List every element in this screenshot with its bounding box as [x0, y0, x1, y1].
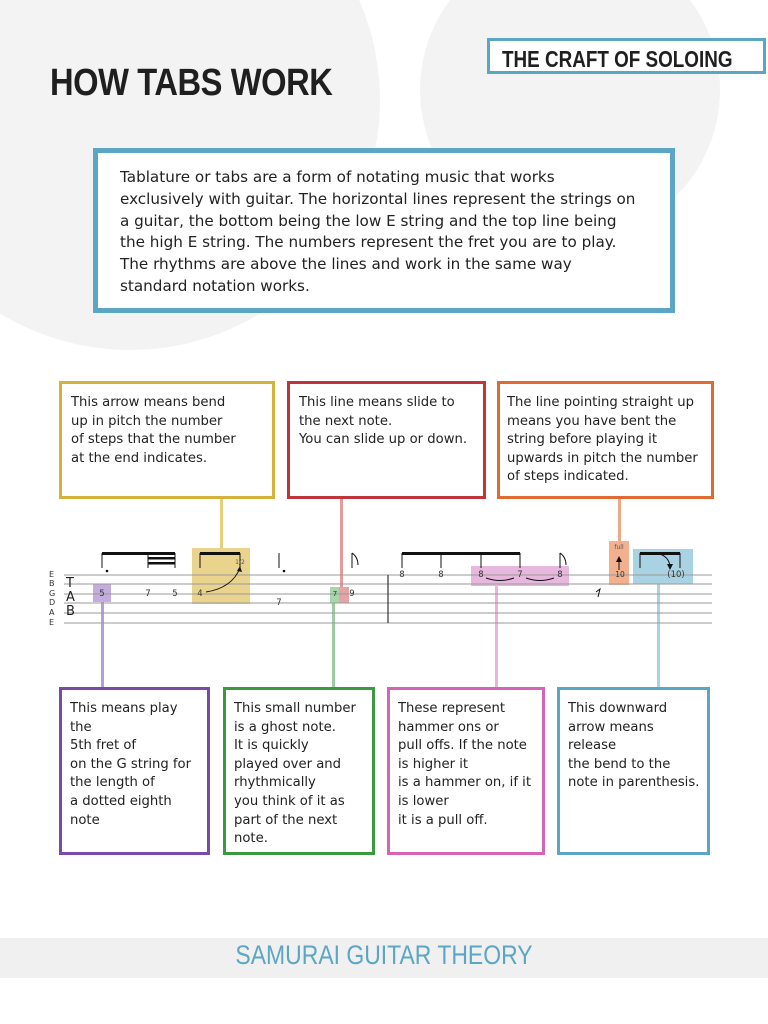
fret-number: 4 — [197, 589, 203, 599]
slide-note-text: This line means slide to the next note. You can slide up or down. — [299, 395, 468, 448]
fret-note-box — [59, 687, 210, 855]
bend-note-text: This arrow means bend up in pitch the number of steps that the number at the end indicates. — [71, 395, 236, 466]
ghost-note-number: 7 — [332, 590, 338, 598]
prebend-note-text: The line pointing straight up means you have bent the string before playing it upwards in pitch the number of steps indicated. — [507, 395, 698, 485]
series-title: THE CRAFT OF SOLOING — [502, 46, 733, 72]
fret-number: 5 — [99, 589, 105, 599]
intro-text: Tablature or tabs are a form of notating music that works exclusively with guitar. The horizontal lines represent the strings on a guitar, the bottom being the low E string and the top line being the high E string. The numbers represent the fret you are to play. The rhythms are above the lines and work in the same way standard notation works. — [120, 168, 636, 295]
fret-number: 5 — [172, 589, 178, 599]
footer-brand: SAMURAI GUITAR THEORY — [235, 940, 533, 970]
ghost-note-box — [223, 687, 375, 855]
string-label: E — [49, 618, 55, 627]
string-label: D — [49, 598, 56, 607]
pulloff-arc — [526, 578, 554, 581]
fret-number: 8 — [438, 570, 444, 580]
fret-number: 7 — [517, 570, 523, 580]
fret-number: 7 — [145, 589, 151, 599]
fret-number: 8 — [478, 570, 484, 580]
string-label: A — [49, 608, 55, 617]
prebend-amount: full — [614, 544, 624, 551]
tab-letter-t: T — [66, 576, 74, 591]
fret-number: (10) — [667, 570, 685, 580]
string-label: G — [49, 589, 56, 598]
hammer-note-box — [387, 687, 545, 855]
release-note-text: This downward arrow means release the bend to the note in parenthesis. — [568, 701, 700, 791]
fret-number: 8 — [557, 570, 563, 580]
tab-letter-a: A — [66, 590, 75, 605]
ghost-note-text: This small number is a ghost note. It is quickly played over and rhythmically you think of it as part of the next note. — [234, 701, 356, 847]
fret-number: 9 — [349, 589, 355, 599]
fret-number: 7 — [276, 598, 282, 608]
bend-amount: 1/2 — [235, 559, 245, 566]
fret-note-text: This means play the 5th fret of on the G string for the length of a dotted eighth note — [70, 701, 192, 828]
tab-letter-b: B — [66, 604, 75, 619]
hammer-arc — [486, 578, 514, 581]
fret-number: 8 — [399, 570, 405, 580]
bend-arrow — [206, 568, 240, 592]
fret-number: 10 — [615, 570, 625, 579]
release-note-box — [557, 687, 710, 855]
string-label: E — [49, 570, 55, 579]
string-label: B — [49, 579, 55, 588]
hammer-note-text: These represent hammer ons or pull offs. If the note is higher it is a hammer on, if it is lower it is a pull off. — [398, 701, 532, 828]
page-title: HOW TABS WORK — [50, 62, 333, 104]
